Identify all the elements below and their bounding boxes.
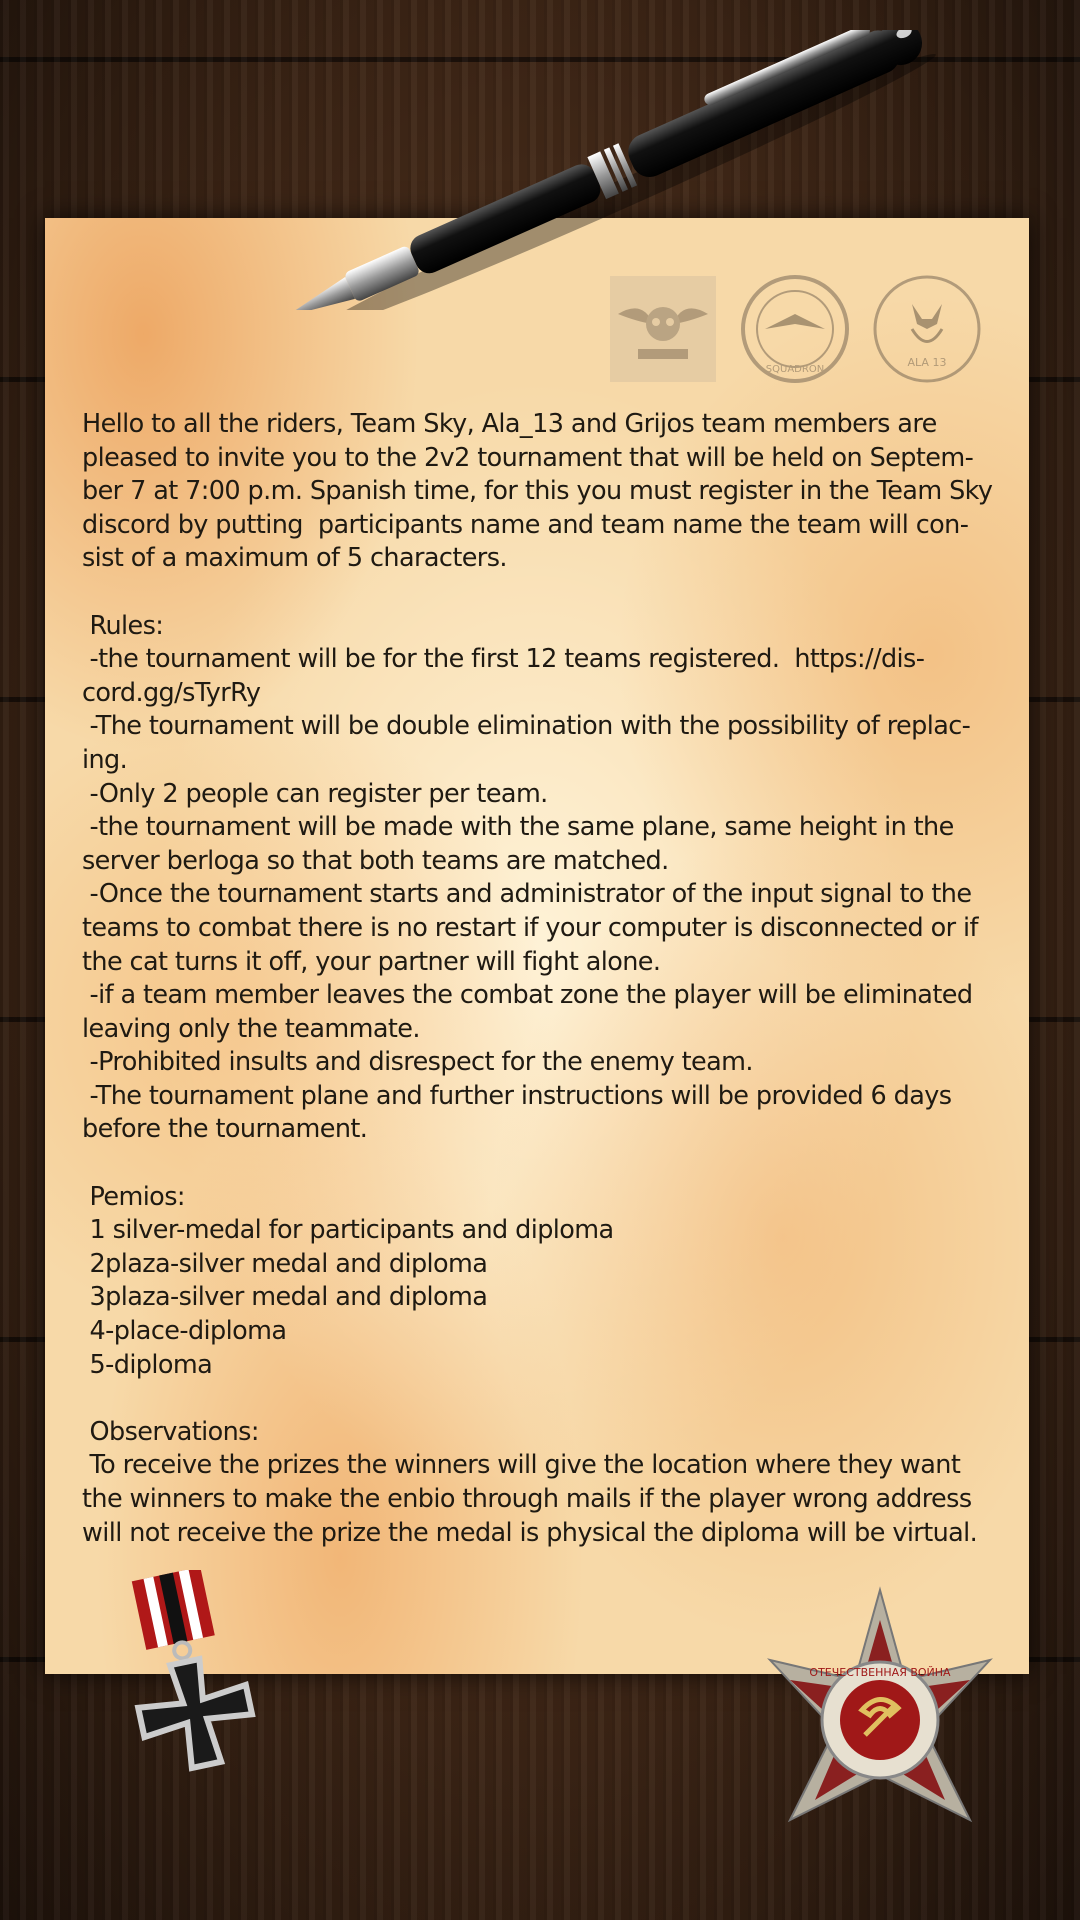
medal-ring-text: ОТЕЧЕСТВЕННАЯ ВОЙНА: [809, 1666, 951, 1679]
rule-line: ing.: [82, 744, 128, 775]
rules-heading: Rules:: [82, 610, 164, 641]
intro-line: ber 7 at 7:00 p.m. Spanish time, for this you must register in the Team Sky: [82, 476, 993, 507]
squadron-label: SQUADRON: [765, 364, 825, 375]
rule-line: before the tournament.: [82, 1114, 368, 1145]
rule-line: -Once the tournament starts and administrator of the input signal to the: [82, 879, 972, 910]
squadron-emblem-icon: [740, 274, 850, 384]
rule-line: -The tournament plane and further instructions will be provided 6 days: [82, 1080, 952, 1111]
prize-line: 5-diploma: [82, 1349, 213, 1380]
intro-line: pleased to invite you to the 2v2 tournament that will be held on Septem-: [82, 442, 974, 473]
observation-line: To receive the prizes the winners will give the location where they want: [82, 1450, 961, 1481]
iron-cross-medal-icon: [90, 1570, 310, 1850]
rule-line: -Only 2 people can register per team.: [82, 778, 548, 809]
prizes-section: [82, 1181, 1000, 1383]
rule-line: -The tournament will be double elimination with the possibility of replac-: [82, 711, 971, 742]
observation-line: the winners to make the enbio through mails if the player wrong address: [82, 1484, 972, 1514]
rule-link[interactable]: cord.gg/sTyrRy: [82, 677, 261, 708]
rule-line: leaving only the teammate.: [82, 1013, 420, 1044]
observation-line: will not receive the prize the medal is physical the diploma will be virtual.: [82, 1517, 978, 1548]
intro-line: Hello to all the riders, Team Sky, Ala_13 and Grijos team members are: [82, 409, 937, 439]
prize-line: 4-place-diploma: [82, 1316, 287, 1347]
document-body: [82, 408, 1000, 1550]
rule-line: -if a team member leaves the combat zone the player will be eliminated: [82, 980, 973, 1011]
skull-wings-emblem-icon: [608, 274, 718, 384]
soviet-order-medal-icon: [740, 1580, 1020, 1860]
prize-line: 1 silver-medal for participants and diploma: [82, 1215, 614, 1246]
observations-heading: Observations:: [82, 1416, 259, 1447]
observations-section: [82, 1416, 1000, 1550]
intro-line: discord by putting participants name and team name the team will con-: [82, 509, 969, 540]
intro-paragraph: [82, 408, 1000, 576]
rule-line: -the tournament will be for the first 12 teams registered. https://dis-: [82, 644, 925, 675]
prizes-heading: Pemios:: [82, 1181, 185, 1212]
fountain-pen-icon: [255, 30, 975, 310]
intro-line: sist of a maximum of 5 characters.: [82, 543, 507, 574]
prize-line: 3plaza-silver medal and diploma: [82, 1282, 488, 1313]
rule-line: server berloga so that both teams are matched.: [82, 845, 669, 876]
rules-section: [82, 610, 1000, 1148]
prize-line: 2plaza-silver medal and diploma: [82, 1248, 488, 1279]
ala13-label: ALA 13: [907, 356, 947, 369]
rule-line: teams to combat there is no restart if your computer is disconnected or if: [82, 912, 978, 943]
rule-line: -the tournament will be made with the same plane, same height in the: [82, 812, 954, 843]
rule-line: -Prohibited insults and disrespect for the enemy team.: [82, 1047, 753, 1078]
ala13-emblem-icon: [872, 274, 982, 384]
rule-line: the cat turns it off, your partner will fight alone.: [82, 946, 661, 977]
